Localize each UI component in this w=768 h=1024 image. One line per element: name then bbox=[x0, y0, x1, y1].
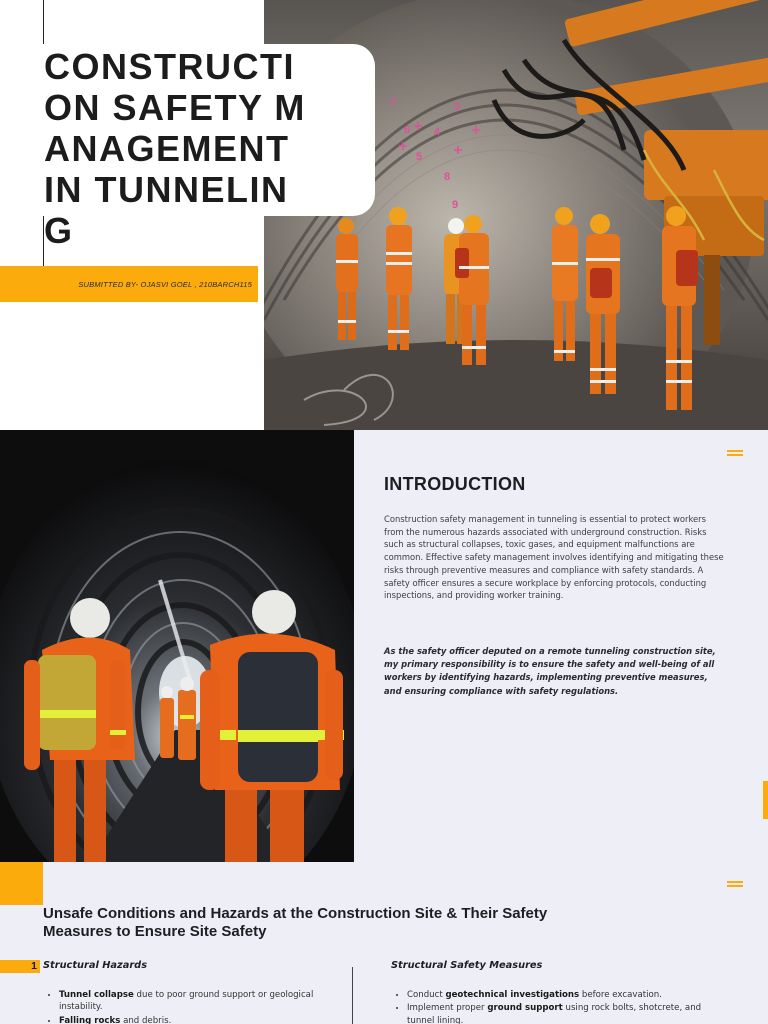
introduction-slide bbox=[0, 430, 768, 862]
structural-hazards-title: Structural Hazards bbox=[43, 960, 148, 971]
section-number: 1 bbox=[31, 960, 37, 972]
marking-5: 3 bbox=[454, 101, 461, 113]
submitted-by-text: SUBMITTED BY- OJASVI GOEL , 210BARCH115 bbox=[78, 280, 252, 289]
introduction-emphasis: As the safety officer deputed on a remote tunneling construction site, my primary responsibility is to ensure the safety and well-being of all workers by identifying hazards, implementing preventive measures, and ensuring compliance with safety regulations. bbox=[384, 646, 716, 696]
structural-measures-title: Structural Safety Measures bbox=[391, 960, 543, 971]
measures-list bbox=[391, 989, 727, 1024]
list-item: • Implement proper ground support using rock bolts, shotcrete, and tunnel lining. bbox=[407, 1002, 727, 1024]
presentation-title: CONSTRUCTION SAFETY MANAGEMENT IN TUNNELING bbox=[44, 46, 306, 251]
tunnel-walking-workers-photo bbox=[0, 430, 354, 862]
accent-corner-block bbox=[0, 862, 43, 905]
list-item: • Conduct geotechnical investigations before excavation. bbox=[407, 989, 727, 1001]
hazards-heading: Unsafe Conditions and Hazards at the Construction Site & Their Safety Measures to Ensure Site Safety bbox=[43, 905, 548, 940]
submitted-by-band bbox=[0, 266, 258, 302]
section-number-badge bbox=[0, 960, 40, 973]
hazards-slide bbox=[0, 862, 768, 1024]
marking-6: 8 bbox=[444, 171, 451, 183]
hamburger-menu-icon bbox=[727, 450, 743, 456]
marking-4: 4 bbox=[434, 126, 441, 138]
introduction-body: Construction safety management in tunneling is essential to protect workers from the numerous hazards associated with underground construction. Risks such as structural collapses, toxic gases, and equipment malfunctions are common. Effective safety management involves identifying and mitigating these risks through preventive measures and compliance with safety standards. A safety officer ensures a secure workplace by enforcing protocols, conducting inspections, and providing worker training. bbox=[384, 514, 724, 601]
marking-7: 9 bbox=[452, 199, 459, 211]
hazards-list bbox=[43, 989, 319, 1024]
marking-2: 6 bbox=[404, 124, 411, 136]
list-item: • Tunnel collapse due to poor ground support or geological instability. bbox=[59, 989, 319, 1014]
hamburger-menu-icon bbox=[727, 881, 743, 887]
accent-side-tab bbox=[763, 781, 768, 819]
list-item: • Falling rocks and debris. bbox=[59, 1015, 319, 1024]
title-slide bbox=[0, 0, 768, 430]
introduction-heading: INTRODUCTION bbox=[384, 474, 526, 494]
marking-1: 7 bbox=[390, 97, 397, 109]
marking-3: 5 bbox=[416, 151, 423, 163]
column-divider bbox=[352, 967, 353, 1024]
